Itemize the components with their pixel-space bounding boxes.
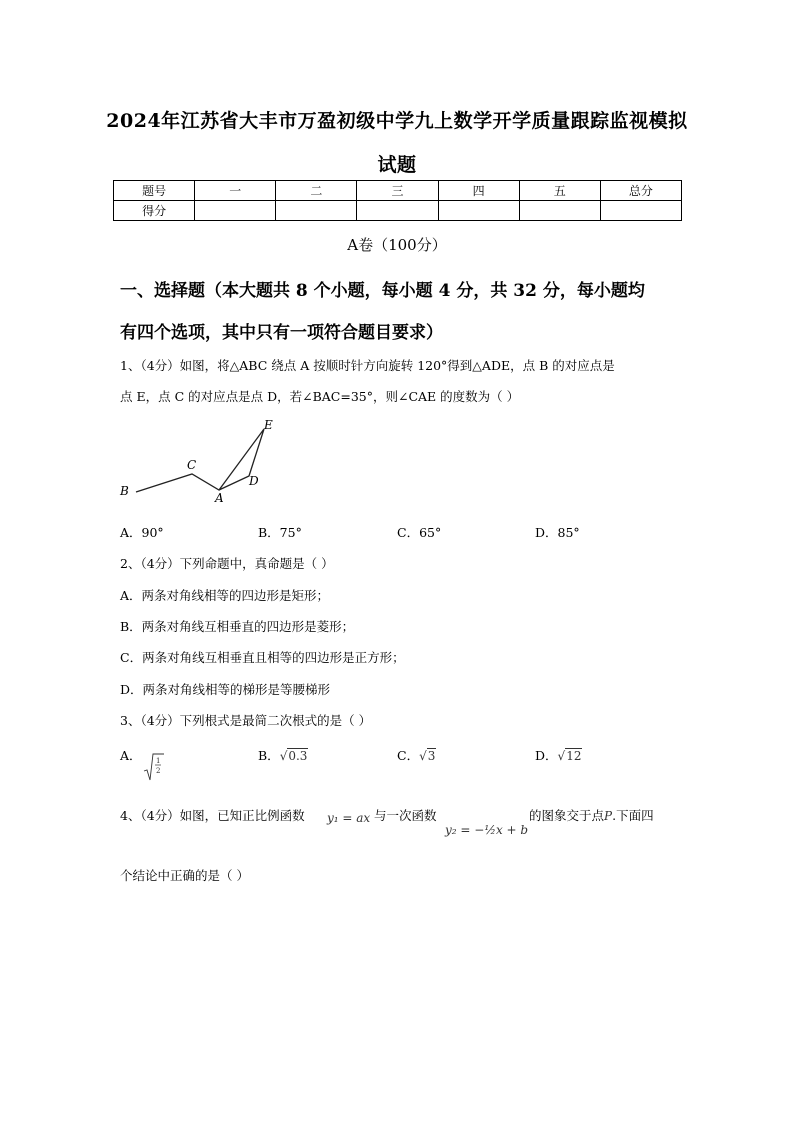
- table-cell[interactable]: [195, 201, 276, 221]
- q4-text-end: .下面四: [612, 808, 654, 823]
- svg-text:2: 2: [156, 767, 161, 775]
- table-cell: 五: [519, 181, 600, 201]
- q1-option-a[interactable]: A．90°: [120, 525, 164, 540]
- q3-option-d[interactable]: [535, 746, 582, 764]
- triangle-lines: [136, 429, 264, 492]
- q2-stem: 2、（4分）下列命题中，真命题是（ ）: [120, 556, 334, 571]
- q4-stem-line-2: 个结论中正确的是（ ）: [120, 868, 249, 883]
- table-cell[interactable]: [276, 201, 357, 221]
- q4-point: P: [604, 809, 613, 823]
- option-letter: B．: [258, 748, 280, 763]
- table-cell: 一: [195, 181, 276, 201]
- q3-option-a-radical: [143, 752, 165, 786]
- table-cell: 三: [357, 181, 438, 201]
- table-row: [114, 201, 682, 221]
- score-table: [113, 180, 682, 221]
- q2-option-c[interactable]: C．两条对角线互相垂直且相等的四边形是正方形；: [120, 650, 405, 665]
- q3-option-a[interactable]: [120, 746, 142, 764]
- q1-geometry-figure: [118, 415, 288, 510]
- q4-text: 的图象交于点: [529, 808, 605, 823]
- q2-option-d[interactable]: D．两条对角线相等的梯形是等腰梯形: [120, 682, 331, 697]
- q4-stem-part-1: 4、（4分）如图，已知正比例函数: [120, 808, 305, 823]
- q1-stem-line-1: 1、（4分）如图，将△ABC 绕点 A 按顺时针方向旋转 120°得到△ADE，点 B 的对应点是: [120, 358, 615, 373]
- sqrt-formula: √0.3: [279, 749, 308, 763]
- section-1-heading-line-1: 一、选择题（本大题共 8 个小题，每小题 4 分，共 32 分，每小题均: [120, 281, 645, 301]
- point-label-c: C: [187, 458, 197, 472]
- radicand: 0.3: [288, 749, 308, 763]
- table-cell[interactable]: [600, 201, 681, 221]
- title-line-1: 2024年江苏省大丰市万盈初级中学九上数学开学质量跟踪监视模拟: [106, 110, 688, 132]
- q4-formula-y2: y₂ = −½x + b: [445, 823, 529, 837]
- svg-text:1: 1: [156, 757, 161, 765]
- q1-option-d[interactable]: D．85°: [535, 525, 580, 540]
- section-1-heading-line-2: 有四个选项，其中只有一项符合题目要求）: [120, 323, 443, 343]
- radicand: 3: [427, 749, 436, 763]
- table-cell: 二: [276, 181, 357, 201]
- sqrt-formula: √12: [557, 749, 582, 763]
- q3-option-b[interactable]: [258, 746, 308, 764]
- point-label-d: D: [249, 474, 259, 488]
- q3-option-c[interactable]: [397, 746, 436, 764]
- q4-formula-y1: y₁ = ax: [327, 811, 371, 825]
- option-letter: A．: [120, 748, 142, 763]
- q2-option-b[interactable]: B．两条对角线互相垂直的四边形是菱形；: [120, 619, 355, 634]
- q2-option-a[interactable]: A．两条对角线相等的四边形是矩形；: [120, 588, 330, 603]
- q1-stem-line-2: 点 E，点 C 的对应点是点 D，若∠BAC=35°，则∠CAE 的度数为（ ）: [120, 389, 520, 404]
- table-cell: 四: [438, 181, 519, 201]
- volume-heading: A卷（100分）: [347, 236, 447, 254]
- option-letter: C．: [397, 748, 420, 763]
- point-label-a: A: [215, 491, 224, 505]
- q4-stem-part-2: 与一次函数: [374, 808, 437, 823]
- table-cell[interactable]: [357, 201, 438, 221]
- option-letter: D．: [535, 748, 558, 763]
- point-label-e: E: [264, 418, 273, 432]
- table-cell: 总分: [600, 181, 681, 201]
- table-cell: 得分: [114, 201, 195, 221]
- q1-option-c[interactable]: C．65°: [397, 525, 442, 540]
- q1-option-b[interactable]: B．75°: [258, 525, 302, 540]
- q3-stem: 3、（4分）下列根式是最简二次根式的是（ ）: [120, 713, 372, 728]
- sqrt-one-half-formula: [143, 752, 165, 782]
- q4-stem-part-3: [529, 806, 654, 824]
- table-cell[interactable]: [438, 201, 519, 221]
- table-row: [114, 181, 682, 201]
- sqrt-formula: √3: [419, 749, 436, 763]
- point-label-b: B: [120, 484, 129, 498]
- title-line-2: 试题: [377, 154, 417, 176]
- table-cell[interactable]: [519, 201, 600, 221]
- table-cell: 题号: [114, 181, 195, 201]
- radicand: 12: [566, 749, 582, 763]
